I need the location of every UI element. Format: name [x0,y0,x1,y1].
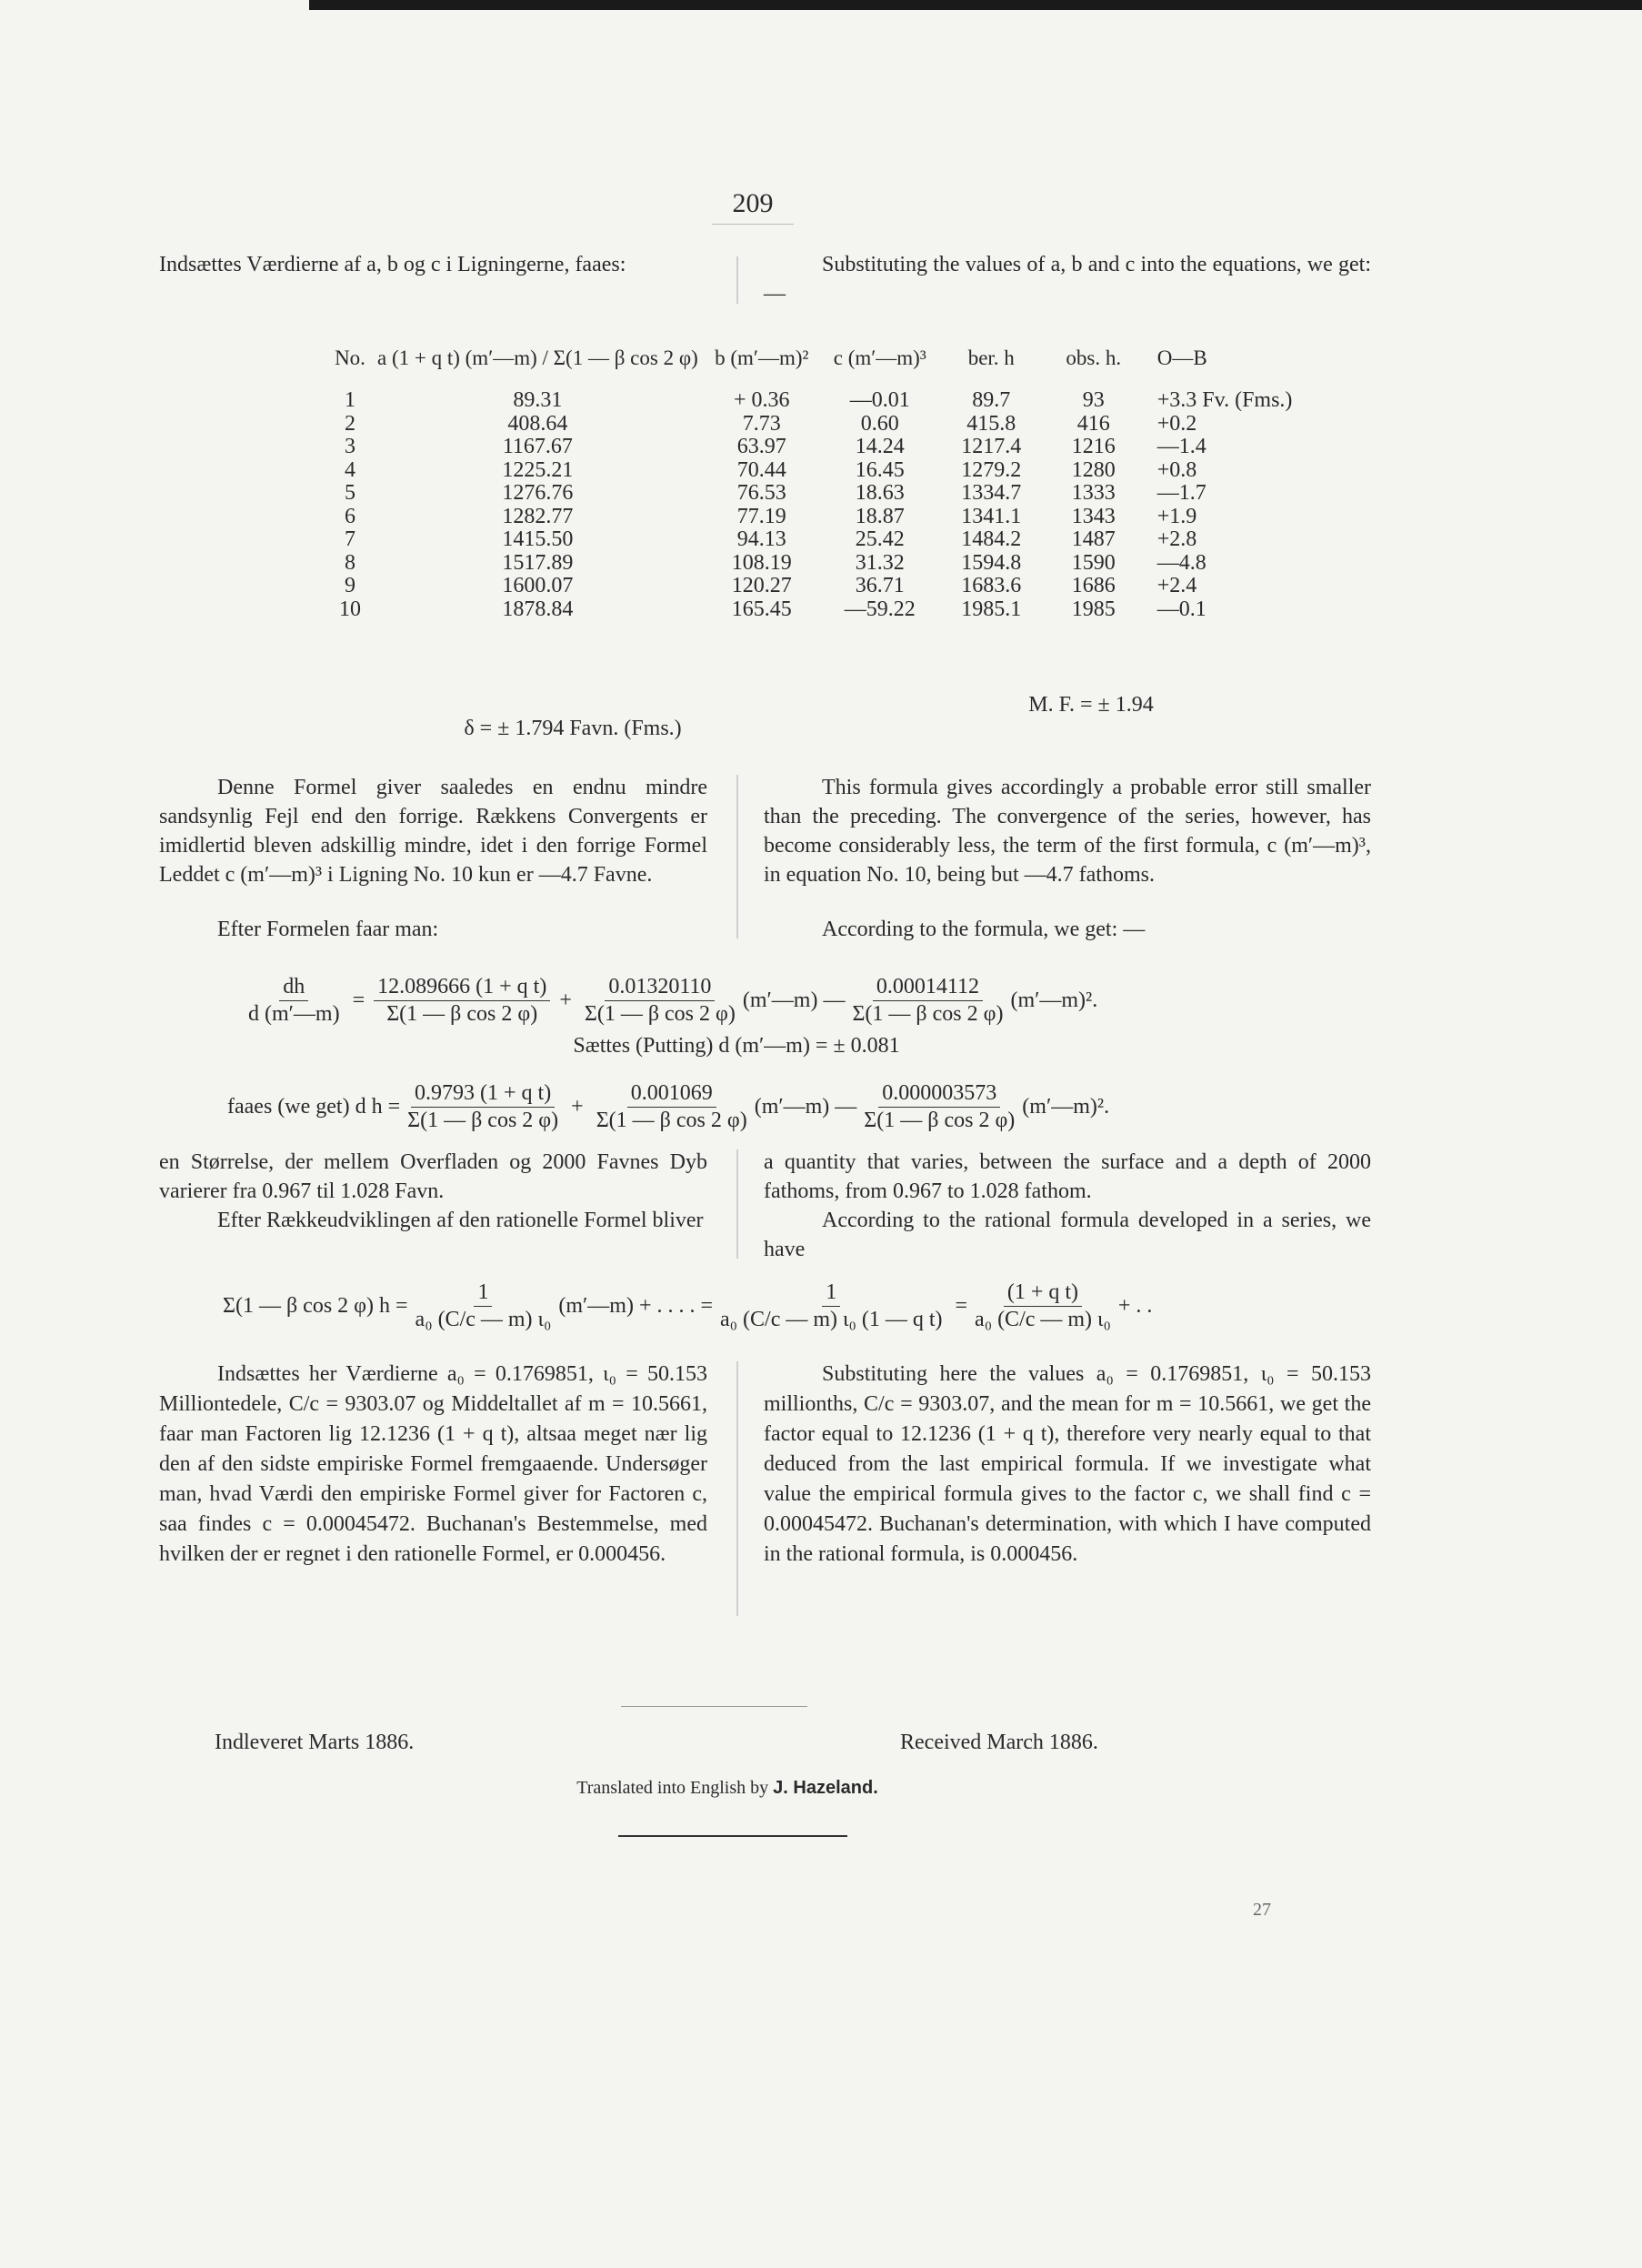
eq3-frac2: $\frac{1}{\text{a₀ (C/c — m) ι₀ (1 — q t)}}$ [720,1280,943,1331]
eq3-frac3: $\frac{\text{(1 + q t)}}{\text{a₀ (C/c — m) ι₀}}$ [975,1280,1111,1331]
delta-value: δ = ± 1.794 Favn. (Fms.) [464,717,682,740]
scan-border [309,0,1642,10]
section-rule [621,1706,807,1707]
column-divider [736,1149,738,1259]
intro-right: Substituting the values of a, b and c into the equations, we get: — [764,253,1371,306]
col-a-header: a (1 + q t) (m′—m) / Σ(1 — β cos 2 φ) [377,346,698,370]
mean-error: M. F. = ± 1.94 [1028,693,1154,717]
column-divider [736,775,738,938]
para3-left-2: Efter Rækkeudviklingen af den rationelle Formel bliver [217,1209,704,1232]
eq3-mid: (m′—m) + . . . . = [558,1293,714,1318]
table-row [323,528,1303,552]
row-no: 6 [345,504,355,528]
row-b-term: 94.13 [736,527,786,551]
row-obs-h: 1590 [1071,550,1116,575]
row-b-term: 165.45 [731,597,792,621]
signature-mark: 27 [1253,1900,1271,1920]
row-a-term: 1878.84 [502,597,574,621]
row-a-term: 1517.89 [502,550,574,575]
table-row [323,598,1303,622]
putting-line: Sættes (Putting) d (m′—m) = ± 0.081 [573,1034,900,1058]
results-table [323,327,1303,621]
translation-credit [491,1778,964,1799]
eq2-term3: $\frac{0.000003573}{\text{Σ(1 — β cos 2 φ)}}$ [864,1080,1016,1132]
equation-2: faaes (we get) d h = $\frac{\text{0.9793 (1 + q t)}}{\text{Σ(1 — β cos 2 φ)}}$ + $\frac{0.001069}{\text{Σ(1 — β cos 2 φ)}}$ (m′—m) — $\frac{0.000003573}{\text{Σ(1 — β cos 2 φ)}}$ (m′—m)². [227,1080,1110,1132]
row-b-term: 108.19 [731,550,792,575]
row-no: 1 [345,388,355,412]
row-a-term: 408.64 [507,411,568,436]
eq2-term2-tail: (m′—m) — [754,1094,857,1119]
row-obs-h: 416 [1076,411,1110,436]
para2-left: Efter Formelen faar man: [217,918,439,941]
row-c-term: 36.71 [855,574,905,597]
table-header-row [323,327,1303,389]
row-obs-h: 1216 [1071,435,1116,458]
row-a-term: 1276.76 [502,481,574,505]
row-no: 2 [345,411,355,436]
eq1-term2-tail: (m′—m) — [742,988,846,1012]
row-a-term: 89.31 [513,388,563,412]
row-c-term: 25.42 [855,527,905,551]
row-ber-h: 415.8 [966,411,1016,436]
row-no: 7 [345,527,355,551]
row-b-term: + 0.36 [733,388,790,412]
eq2-prefix: faaes (we get) d h = [227,1094,401,1119]
row-no: 5 [345,481,355,505]
para3-left-1: en Størrelse, der mellem Overfladen og 2000 Favnes Dyb varierer fra 0.967 til 1.028 Favn. [159,1150,707,1203]
page-number: 209 [732,188,774,218]
row-c-term: 16.45 [855,457,905,482]
row-c-term: 31.32 [855,550,905,575]
col-c-header: c (m′—m)³ [833,346,926,370]
translator-name: J. Hazeland. [773,1778,878,1798]
row-ber-h: 1217.4 [961,435,1022,458]
row-obs-h: 93 [1082,388,1105,412]
row-no: 8 [345,550,355,575]
row-ber-h: 1341.1 [961,504,1022,528]
eq1-lhs: $\frac{dh}{d (m'—m)}$ [248,974,340,1026]
eq3-frac1: $\frac{1}{\text{a₀ (C/c — m) ι₀}}$ [415,1280,552,1331]
table-row [323,459,1303,483]
row-no: 9 [345,574,355,597]
eq2-term2: $\frac{0.001069}{\text{Σ(1 — β cos 2 φ)}}$ [596,1080,747,1132]
row-b-term: 120.27 [731,574,792,597]
row-ber-h: 1484.2 [961,527,1022,551]
row-b-term: 63.97 [736,435,786,458]
row-o-b: —1.7 [1156,481,1206,505]
eq1-term3-tail: (m′—m)². [1010,988,1098,1012]
column-divider [736,256,738,304]
row-a-term: 1415.50 [502,527,574,551]
row-no: 10 [339,597,361,621]
row-no: 3 [345,435,355,458]
para4-left: Indsættes her Værdierne a₀ = 0.1769851, ι₀ = 50.153 Milliontedele, C/c = 9303.07 og Middeltallet af m = 10.5661, faar man Factoren lig 12.1236 (1 + q t), altsaa meget nær lig den af den sidste empiriske Formel fremgaaende. Undersøger man, hvad Værdi den empiriske Formel giver for Factoren c, saa findes c = 0.00045472. Buchanan's Bestemmelse, med hvilken der er regnet i den rationelle Formel, er 0.000456. [159,1362,707,1566]
closing-rule [618,1835,847,1837]
row-c-term: 18.63 [855,481,905,505]
row-obs-h: 1985 [1071,597,1116,621]
table-row [323,506,1303,529]
date-submitted: Indleveret Marts 1886. [215,1731,415,1754]
row-b-term: 7.73 [742,411,781,436]
eq2-term3-tail: (m′—m)². [1022,1094,1110,1119]
table-row [323,552,1303,576]
row-a-term: 1167.67 [502,435,573,458]
row-b-term: 70.44 [736,457,786,482]
table-row [323,575,1303,598]
eq2-term1: $\frac{\text{0.9793 (1 + q t)}}{\text{Σ(1 — β cos 2 φ)}}$ [407,1080,559,1132]
table-row [323,436,1303,459]
row-o-b: —1.4 [1156,435,1206,458]
intro-left: Indsættes Værdierne af a, b og c i Ligningerne, faaes: [159,253,626,276]
row-obs-h: 1280 [1071,457,1116,482]
table-row [323,389,1303,413]
row-a-term: 1282.77 [502,504,574,528]
row-a-term: 1225.21 [502,457,574,482]
row-o-b: +0.8 [1156,457,1197,482]
col-no-header: No. [335,346,365,370]
row-a-term: 1600.07 [502,574,574,597]
row-ber-h: 1985.1 [961,597,1022,621]
row-o-b: +2.8 [1156,527,1197,551]
equation-1: $\frac{dh}{d (m'—m)}$ = $\frac{\text{12.089666 (1 + q t)}}{\text{Σ(1 — β cos 2 φ)}}$ + $\frac{0.01320110}{\text{Σ(1 — β cos 2 φ)}}$ (m′—m) — $\frac{0.00014112}{\text{Σ(1 — β cos 2 φ)}}$ (m′—m)². [241,964,1097,1037]
row-o-b: +2.4 [1156,574,1197,597]
para2-right: According to the formula, we get: — [822,918,1146,941]
column-divider [736,1361,738,1616]
para3-right-1: a quantity that varies, between the surface and a depth of 2000 fathoms, from 0.967 to 1.028 fathom. [764,1150,1371,1203]
date-received: Received March 1886. [900,1731,1098,1754]
row-ber-h: 1334.7 [961,481,1022,505]
table-row [323,482,1303,506]
row-o-b: +0.2 [1156,411,1197,436]
col-obs-header: obs. h. [1066,346,1122,370]
page-number-rule [712,224,794,225]
col-ob-header: O—B [1156,346,1207,370]
para3-right-2: According to the rational formula developed in a series, we have [764,1209,1371,1261]
row-b-term: 77.19 [736,504,786,528]
eq3-lhs: Σ(1 — β cos 2 φ) h = [223,1293,408,1318]
row-b-term: 76.53 [736,481,786,505]
row-o-b: +1.9 [1156,504,1197,528]
row-c-term: —59.22 [844,597,916,621]
row-obs-h: 1333 [1071,481,1116,505]
eq3-equals: = [955,1293,968,1318]
row-no: 4 [345,457,355,482]
row-c-term: —0.01 [849,388,910,412]
col-b-header: b (m′—m)² [715,346,809,370]
row-obs-h: 1343 [1071,504,1116,528]
row-obs-h: 1487 [1071,527,1116,551]
eq1-term1: $\frac{\text{12.089666 (1 + q t)}}{\text{Σ(1 — β cos 2 φ)}}$ [374,975,550,1027]
row-o-b: —0.1 [1156,597,1206,621]
row-ber-h: 89.7 [972,388,1011,412]
col-ber-header: ber. h [967,346,1015,370]
para1-right: This formula gives accordingly a probable error still smaller than the preceding. The convergence of the series, however, has become considerably less, the term of the first formula, c (m′—m)³, in equation No. 10, being but —4.7 fathoms. [764,776,1371,887]
para1-left: Denne Formel giver saaledes en endnu mindre sandsynlig Fejl end den forrige. Rækkens Convergents er imidlertid bleven adskillig mindre, idet i den forrige Formel Leddet c (m′—m)³ i Ligning No. 10 kun er —4.7 Favne. [159,776,707,887]
row-obs-h: 1686 [1071,574,1116,597]
row-o-b: +3.3 Fv. (Fms.) [1156,388,1293,412]
eq1-term3: $\frac{0.00014112}{\text{Σ(1 — β cos 2 φ)}}$ [852,974,1004,1026]
row-c-term: 0.60 [860,411,899,436]
row-o-b: —4.8 [1156,550,1206,575]
eq1-term2: $\frac{0.01320110}{\text{Σ(1 — β cos 2 φ)}}$ [584,974,736,1026]
row-c-term: 14.24 [855,435,905,458]
row-ber-h: 1279.2 [961,457,1022,482]
row-ber-h: 1594.8 [961,550,1022,575]
eq3-tail: + . . [1117,1293,1153,1318]
table-row [323,413,1303,437]
para4-right: Substituting here the values a₀ = 0.1769851, ι₀ = 50.153 millionths, C/c = 9303.07, and the mean for m = 10.5661, we get the factor equal to 12.1236 (1 + q t), therefore very nearly equal to that deduced from the last empirical formula. If we investigate what value the empirical formula gives to the factor c, we shall find c = 0.00045472. Buchanan's determination, with which I have computed in the rational formula, is 0.000456. [764,1362,1371,1566]
row-c-term: 18.87 [855,504,905,528]
row-ber-h: 1683.6 [961,574,1022,597]
translation-prefix: Translated into English by [576,1778,769,1798]
equation-3 [223,1267,1152,1345]
